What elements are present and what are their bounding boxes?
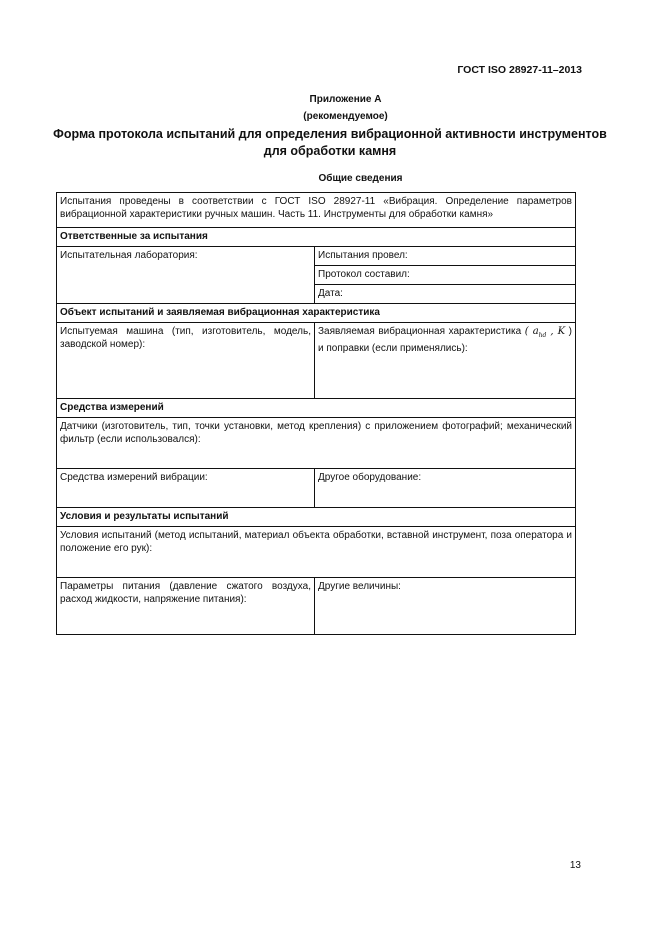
annex-status: (рекомендуемое) (303, 111, 388, 122)
declared-prefix: Заявляемая вибрационная характеристика (318, 326, 522, 337)
vibration-instruments-cell: Средства измерений вибрации: (57, 469, 315, 508)
other-values-cell: Другие величины: (315, 578, 576, 635)
sensors-cell: Датчики (изготовитель, тип, точки установки, метод крепления) с приложением фотографий; механический фильтр (если использовался): (57, 418, 576, 469)
report-by-label: Протокол составил: (315, 266, 575, 285)
object-heading-row (57, 304, 576, 323)
document-code: ГОСТ ISO 28927-11–2013 (457, 64, 582, 76)
conditions-heading: Условия и результаты испытаний (57, 508, 576, 527)
sensors-row (57, 418, 576, 469)
intro-cell: Испытания проведены в соответствии с ГОСТ ISO 28927-11 «Вибрация. Определение параметров вибрационной характеристики ручных машин. Часть 11. Инструменты для обработки камня» (57, 193, 576, 228)
signatures-cell (315, 247, 576, 304)
power-cell: Параметры питания (давление сжатого воздуха, расход жидкости, напряжение питания): (57, 578, 315, 635)
power-row (57, 578, 576, 635)
page-number: 13 (569, 860, 581, 871)
declared-cell (315, 323, 576, 399)
object-heading: Объект испытаний и заявляемая вибрационная характеристика (57, 304, 576, 323)
intro-row (57, 193, 576, 228)
other-equipment-cell: Другое оборудование: (315, 469, 576, 508)
responsible-heading: Ответственные за испытания (57, 228, 576, 247)
protocol-table (56, 192, 576, 635)
instruments-heading: Средства измерений (57, 399, 576, 418)
declared-formula: ( $a_{hd}$ , K (524, 326, 566, 339)
conducted-by-label: Испытания провел: (315, 247, 575, 266)
section-title: Общие сведения (318, 173, 403, 184)
object-row (57, 323, 576, 399)
annex-block (0, 93, 661, 123)
instruments-heading-row (57, 399, 576, 418)
equipment-row (57, 469, 576, 508)
responsible-row (57, 247, 576, 304)
form-title: Форма протокола испытаний для определения вибрационной активности инструментов для обработки камня (53, 127, 607, 158)
declared-suffix: ) и поправки (если применялись): (318, 326, 572, 354)
annex-label: Приложение А (309, 94, 382, 105)
date-label: Дата: (318, 288, 343, 299)
conditions-heading-row (57, 508, 576, 527)
lab-label: Испытательная лаборатория: (60, 250, 198, 261)
lab-cell (57, 247, 315, 304)
machine-cell: Испытуемая машина (тип, изготовитель, модель, заводской номер): (57, 323, 315, 399)
responsible-heading-row (57, 228, 576, 247)
test-conditions-row (57, 527, 576, 578)
test-conditions-cell: Условия испытаний (метод испытаний, материал объекта обработки, вставной инструмент, поза оператора и положение его рук): (57, 527, 576, 578)
